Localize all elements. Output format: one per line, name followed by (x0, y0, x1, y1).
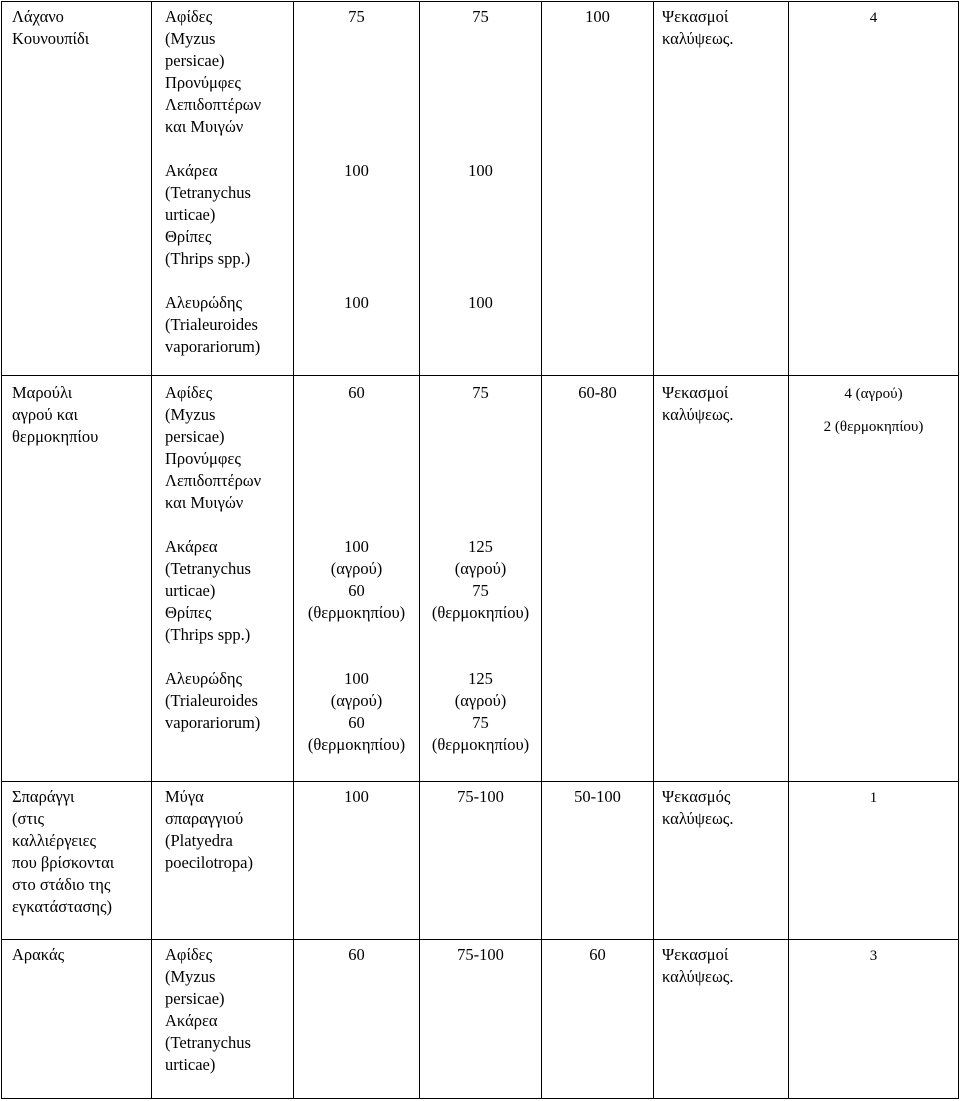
dose-a-value: 100 (344, 537, 369, 556)
pest-line: Αλευρώδης (165, 669, 243, 688)
crop-name-line: Σπαράγγι (12, 787, 75, 806)
dose-b-value: 75 (472, 581, 489, 600)
pest-line: persicae) (165, 51, 225, 70)
pest-line: Θρίπες (165, 227, 212, 246)
table-row (2, 782, 959, 940)
dose-a-cell (294, 376, 420, 782)
water-volume-cell (542, 940, 654, 1099)
pest-cell (152, 2, 294, 376)
dose-b-cell (420, 782, 542, 940)
dose-a-value: 60 (348, 581, 365, 600)
pest-line: vaporariorum) (165, 337, 261, 356)
pest-line: (Tetranychus (165, 183, 251, 202)
crop-name-line: Λάχανο (12, 7, 64, 26)
pest-line: urticae) (165, 581, 216, 600)
dose-b-value: 75 (472, 7, 489, 26)
pest-cell (152, 940, 294, 1099)
method-line: καλύψεως. (662, 809, 734, 828)
dose-b-value: 100 (468, 293, 493, 312)
pest-line: Προνύμφες (165, 449, 241, 468)
crop-name-line: θερμοκηπίου (12, 427, 99, 446)
applications-cell (789, 2, 959, 376)
pest-line: persicae) (165, 989, 225, 1008)
applications-cell (789, 376, 959, 782)
pest-line: poecilotropa) (165, 853, 253, 872)
table-row (2, 940, 959, 1099)
table-row (2, 376, 959, 782)
applications-value: 2 (θερμοκηπίου) (823, 419, 924, 435)
applications-value: 4 (αγρού) (844, 386, 903, 402)
applications-value: 4 (869, 10, 878, 26)
method-line: Ψεκασμοί (662, 383, 729, 402)
pesticide-dosage-table (1, 1, 959, 1099)
pest-line: (Thrips spp.) (165, 625, 251, 644)
water-volume-cell (542, 782, 654, 940)
crop-name-line: Κουνουπίδι (12, 29, 90, 48)
dose-b-value: 100 (468, 161, 493, 180)
dose-a-value: (θερμοκηπίου) (307, 735, 406, 754)
dose-b-value: (αγρού) (454, 691, 507, 710)
applications-value: 1 (869, 790, 878, 806)
dose-b-value: 75-100 (457, 945, 504, 964)
pest-line: urticae) (165, 1055, 216, 1074)
pest-line: Αφίδες (165, 945, 213, 964)
crop-name-line: (στις (12, 809, 44, 828)
dose-a-value: (αγρού) (330, 559, 383, 578)
dose-b-value: 125 (468, 669, 493, 688)
dose-b-value: 125 (468, 537, 493, 556)
crop-name-line: Μαρούλι (12, 383, 73, 402)
pest-line: Θρίπες (165, 603, 212, 622)
applications-value: 3 (869, 948, 878, 964)
dose-b-value: (θερμοκηπίου) (431, 603, 530, 622)
method-cell (654, 376, 789, 782)
crop-cell (2, 2, 152, 376)
dose-b-cell (420, 2, 542, 376)
pest-line: (Thrips spp.) (165, 249, 251, 268)
pest-line: (Myzus (165, 29, 216, 48)
pest-line: (Myzus (165, 405, 216, 424)
method-cell (654, 940, 789, 1099)
method-line: καλύψεως. (662, 405, 734, 424)
crop-name-line: στο στάδιο της (12, 875, 111, 894)
water-volume-cell (542, 376, 654, 782)
table-row (2, 2, 959, 376)
method-cell (654, 2, 789, 376)
crop-name-line: εγκατάστασης) (12, 897, 113, 916)
dose-b-value: 75 (472, 713, 489, 732)
pest-line: Λεπιδοπτέρων (165, 95, 262, 114)
dose-a-value: 60 (348, 945, 365, 964)
water-volume-value: 60-80 (578, 383, 617, 402)
dose-b-value: 75-100 (457, 787, 504, 806)
pest-line: και Μυιγών (165, 117, 244, 136)
pest-line: urticae) (165, 205, 216, 224)
dose-a-value: 75 (348, 7, 365, 26)
pest-line: σπαραγγιού (165, 809, 244, 828)
crop-name-line: αγρού και (12, 405, 78, 424)
applications-cell (789, 782, 959, 940)
dose-a-cell (294, 940, 420, 1099)
dose-a-value: 100 (344, 161, 369, 180)
dose-b-cell (420, 940, 542, 1099)
dose-b-value: (θερμοκηπίου) (431, 735, 530, 754)
method-line: καλύψεως. (662, 29, 734, 48)
crop-name-line: καλλιέργειες (12, 831, 97, 850)
crop-cell (2, 782, 152, 940)
crop-name-line: που βρίσκονται (12, 853, 115, 872)
water-volume-value: 100 (585, 7, 610, 26)
dose-a-value: 100 (344, 787, 369, 806)
pest-line: (Trialeuroides (165, 315, 258, 334)
dose-a-value: 100 (344, 669, 369, 688)
pest-line: vaporariorum) (165, 713, 261, 732)
pest-line: Λεπιδοπτέρων (165, 471, 262, 490)
crop-cell (2, 376, 152, 782)
dose-a-cell (294, 2, 420, 376)
crop-cell (2, 940, 152, 1099)
dose-b-value: (αγρού) (454, 559, 507, 578)
method-line: Ψεκασμοί (662, 7, 729, 26)
dose-b-cell (420, 376, 542, 782)
pest-line: (Trialeuroides (165, 691, 258, 710)
pest-line: (Myzus (165, 967, 216, 986)
pest-line: Αλευρώδης (165, 293, 243, 312)
method-line: καλύψεως. (662, 967, 734, 986)
applications-cell (789, 940, 959, 1099)
pest-cell (152, 782, 294, 940)
dose-a-cell (294, 782, 420, 940)
dose-a-value: (αγρού) (330, 691, 383, 710)
pest-line: Αφίδες (165, 383, 213, 402)
pest-line: και Μυιγών (165, 493, 244, 512)
dose-a-value: 60 (348, 713, 365, 732)
method-line: Ψεκασμός (662, 787, 731, 806)
dose-a-value: 100 (344, 293, 369, 312)
water-volume-value: 50-100 (574, 787, 621, 806)
dose-a-value: (θερμοκηπίου) (307, 603, 406, 622)
method-line: Ψεκασμοί (662, 945, 729, 964)
pest-line: Ακάρεα (165, 1011, 218, 1030)
pest-cell (152, 376, 294, 782)
water-volume-value: 60 (589, 945, 606, 964)
crop-name-line: Αρακάς (12, 945, 65, 964)
pest-line: Μύγα (165, 787, 204, 806)
pest-line: (Tetranychus (165, 559, 251, 578)
dose-a-value: 60 (348, 383, 365, 402)
pest-line: Προνύμφες (165, 73, 241, 92)
dose-b-value: 75 (472, 383, 489, 402)
pest-line: persicae) (165, 427, 225, 446)
pest-line: Ακάρεα (165, 161, 218, 180)
pest-line: (Tetranychus (165, 1033, 251, 1052)
water-volume-cell (542, 2, 654, 376)
pest-line: Αφίδες (165, 7, 213, 26)
method-cell (654, 782, 789, 940)
pest-line: Ακάρεα (165, 537, 218, 556)
pest-line: (Platyedra (165, 831, 233, 850)
